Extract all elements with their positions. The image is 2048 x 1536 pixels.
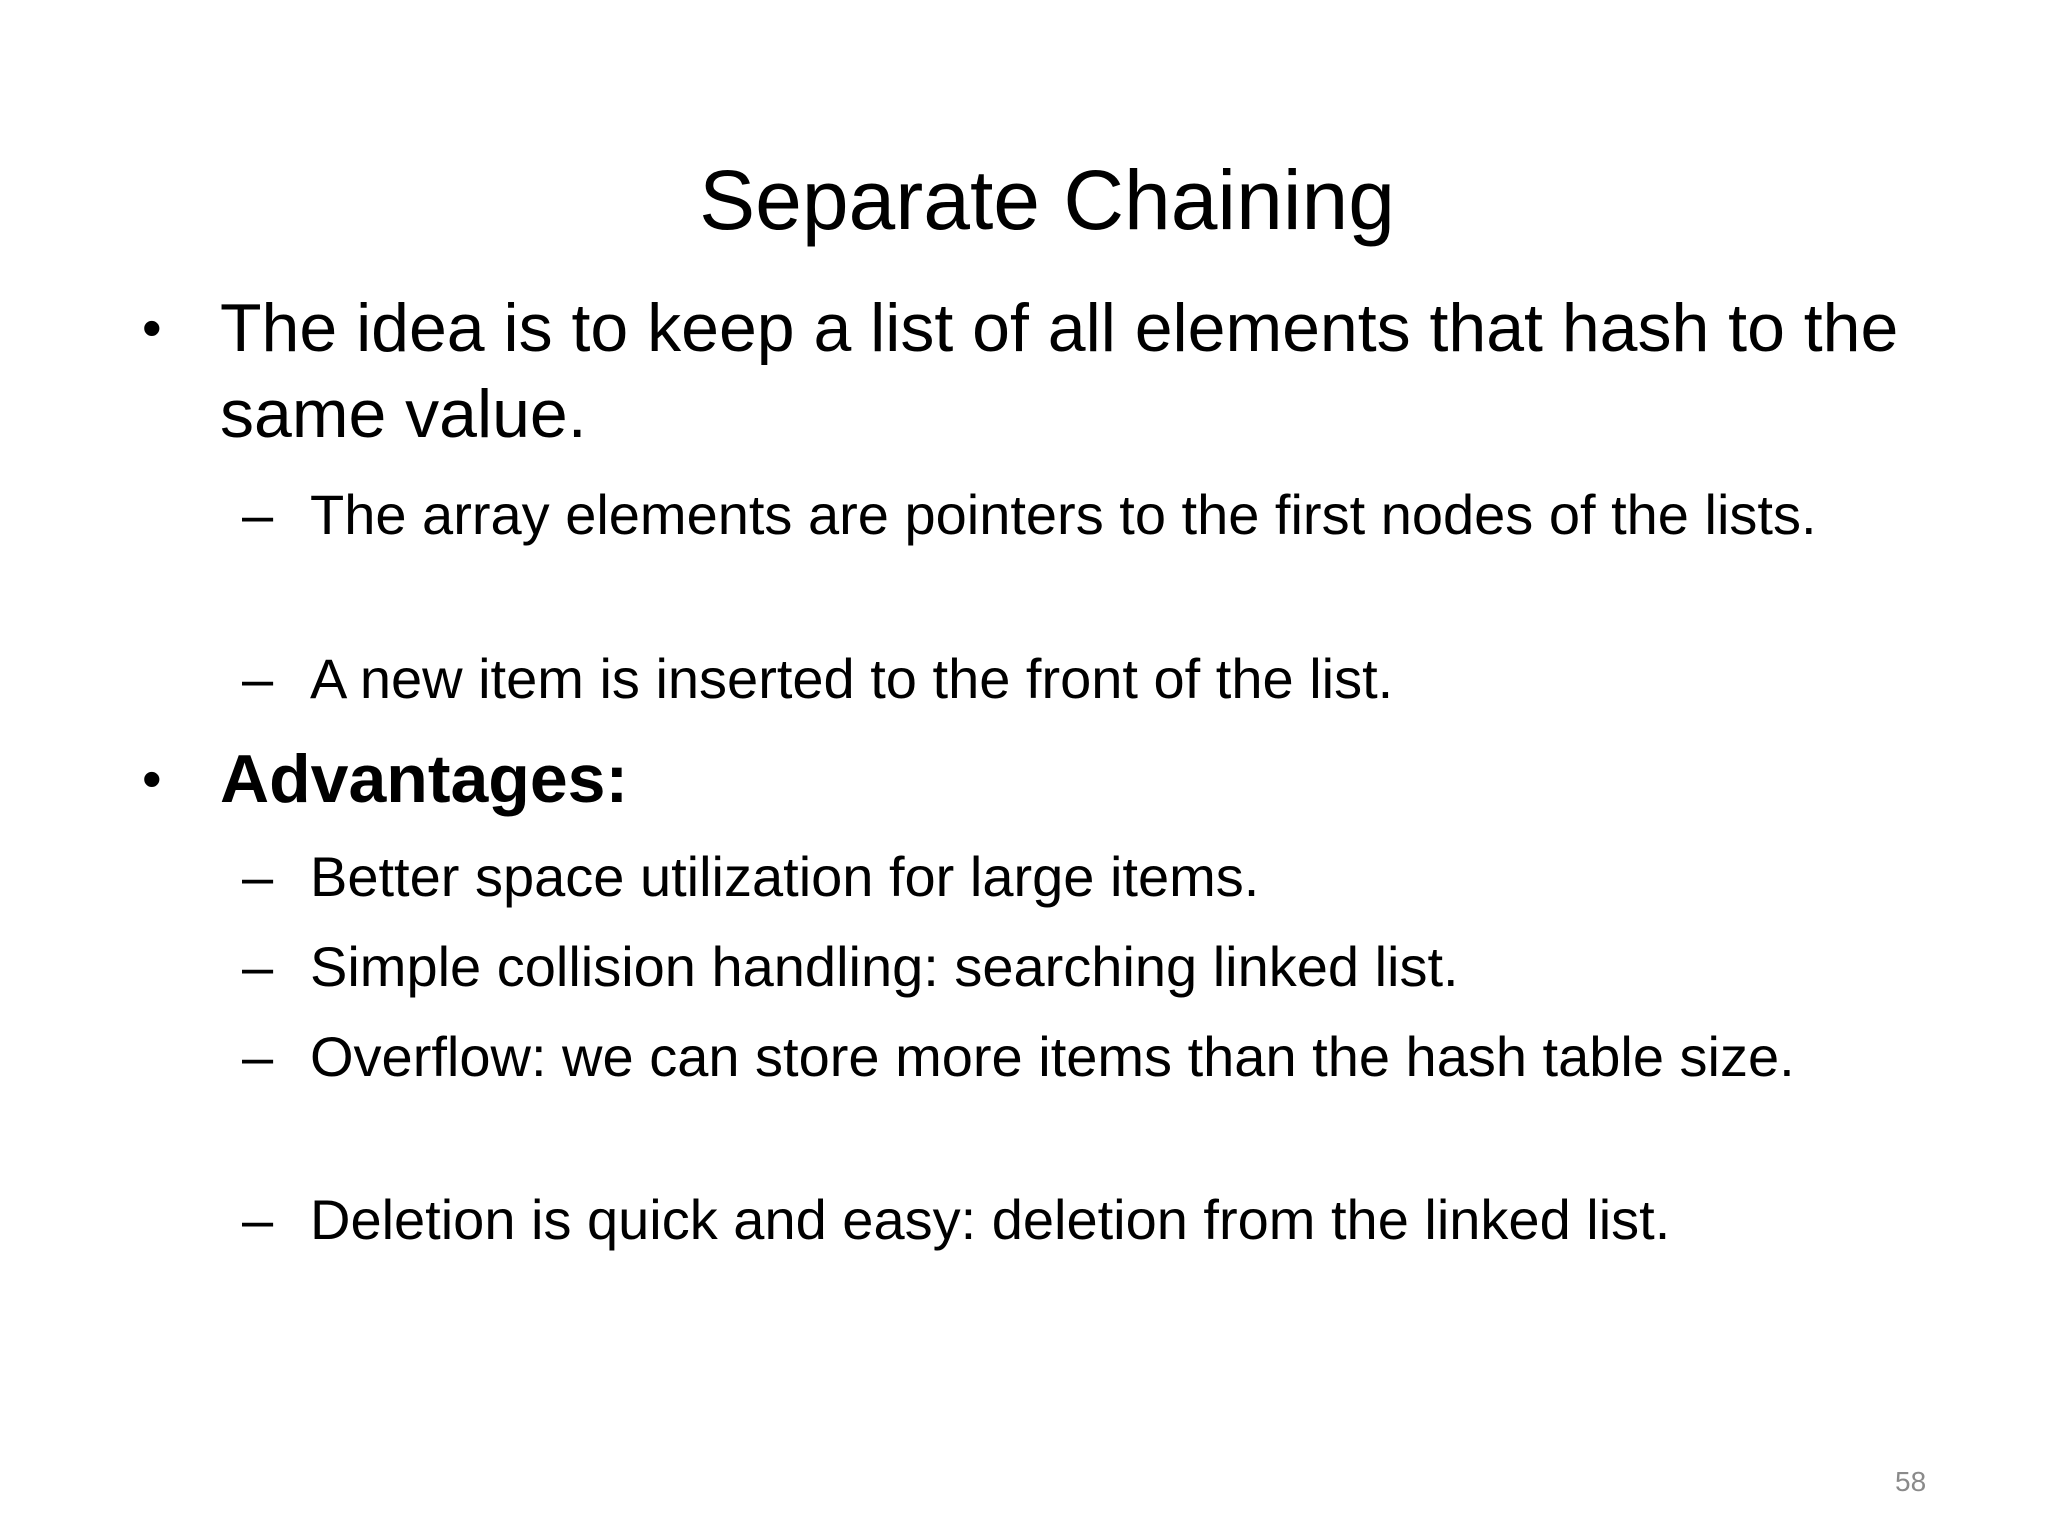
sub-bullet-point — [242, 1020, 1950, 1094]
bullet-text: The idea is to keep a list of all elements that hash to the same value. — [220, 290, 1899, 452]
sub-bullet-point — [242, 1183, 1950, 1257]
dash-icon: – — [242, 845, 274, 908]
sub-bullet-text: Better space utilization for large items. — [310, 845, 1260, 908]
bullet-point — [142, 285, 1940, 457]
bullet-icon: • — [142, 747, 162, 810]
slide-title: Separate Chaining — [699, 153, 1395, 247]
dash-icon: – — [242, 647, 274, 710]
sub-bullet-text: Simple collision handling: searching linked list. — [310, 935, 1459, 998]
sub-bullet-text: A new item is inserted to the front of the list. — [310, 647, 1394, 710]
dash-icon: – — [242, 1025, 274, 1088]
sub-bullet-point — [242, 930, 1950, 1004]
dash-icon: – — [242, 1188, 274, 1251]
page-number: 58 — [1895, 1466, 1927, 1497]
sub-bullet-text: Overflow: we can store more items than the hash table size. — [310, 1025, 1795, 1088]
dash-icon: – — [242, 935, 274, 998]
sub-bullet-text: The array elements are pointers to the first nodes of the lists. — [310, 483, 1817, 546]
sub-bullet-point — [242, 840, 1950, 914]
sub-bullet-point — [242, 478, 1950, 552]
bullet-icon: • — [142, 296, 162, 359]
sub-bullet-point — [242, 642, 1950, 716]
bullet-text: Advantages: — [220, 741, 629, 817]
dash-icon: – — [242, 483, 274, 546]
bullet-point — [142, 736, 1940, 822]
sub-bullet-text: Deletion is quick and easy: deletion from the linked list. — [310, 1188, 1671, 1251]
